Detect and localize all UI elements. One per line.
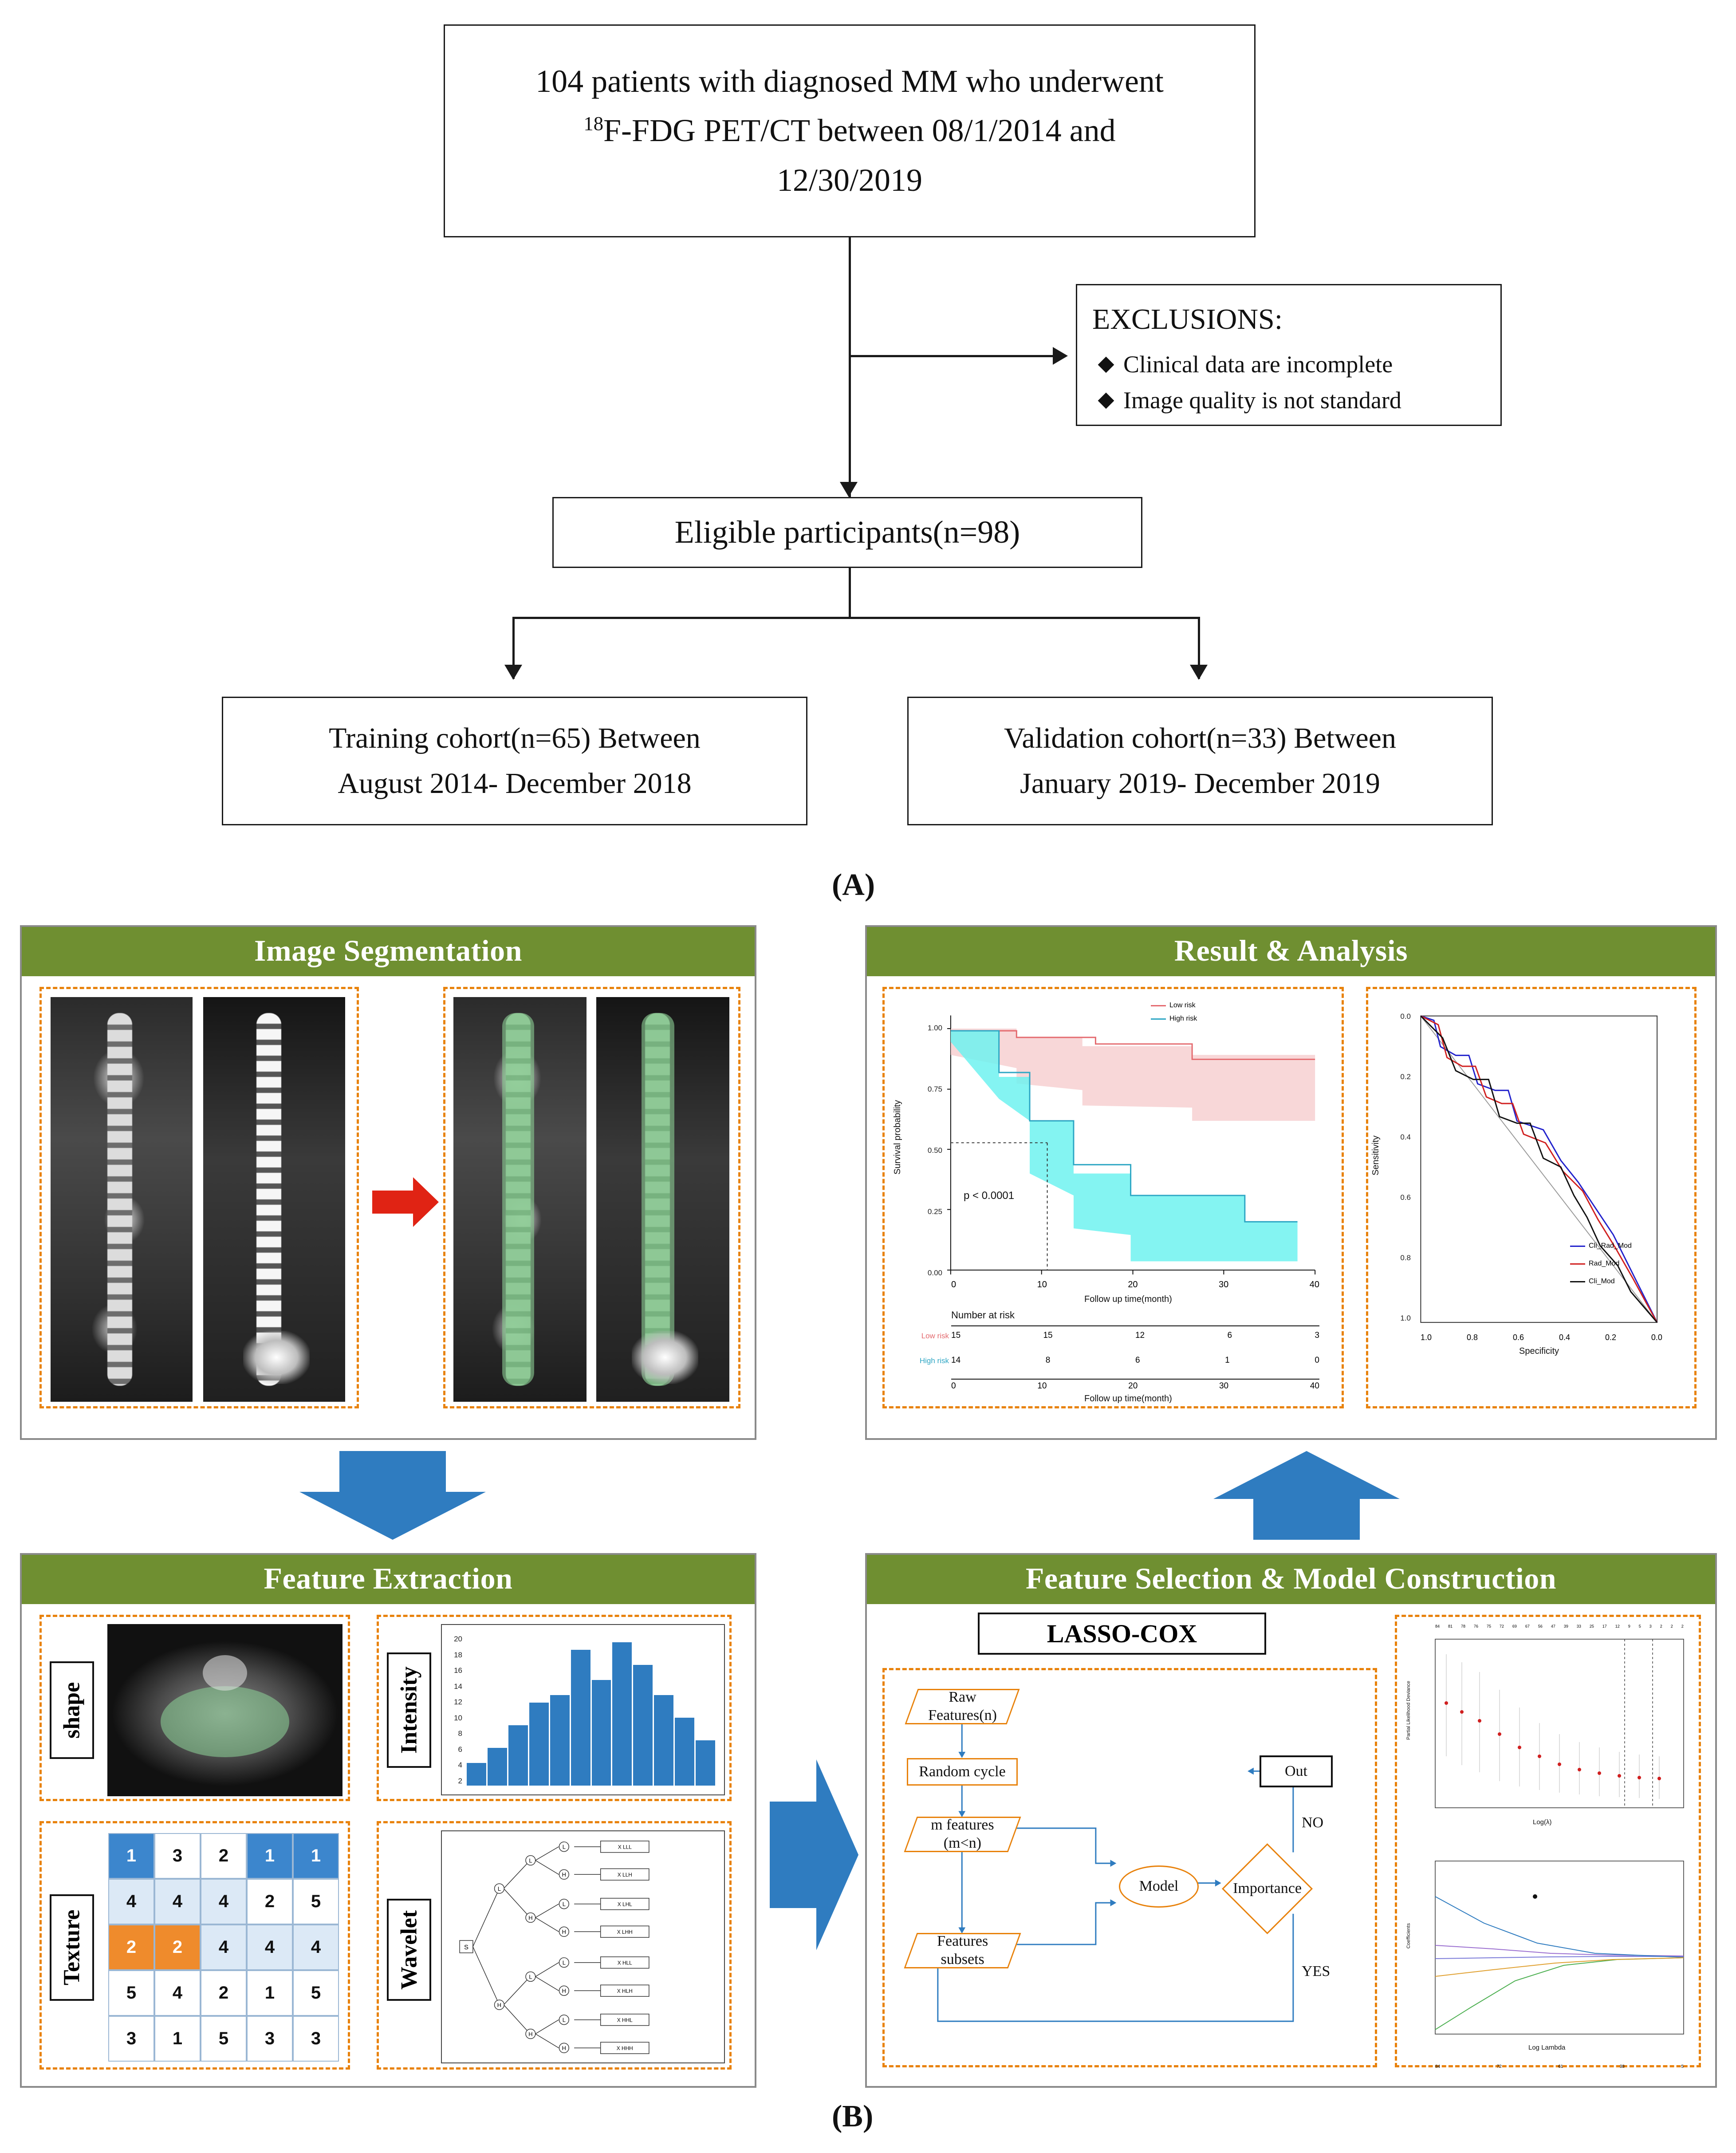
texture-cell: 1 xyxy=(154,2016,201,2062)
roc-plot-container xyxy=(1366,987,1697,1408)
cv-count: 12 xyxy=(1615,1624,1620,1629)
arrowhead-to-eligible xyxy=(840,482,858,497)
texture-cell: 3 xyxy=(293,2016,339,2062)
coef-count: 5 xyxy=(1681,2064,1684,2069)
svg-text:H: H xyxy=(528,2031,533,2038)
green-roi-overlay xyxy=(502,1013,534,1385)
risk-row-low xyxy=(951,1331,1319,1341)
svg-text:H: H xyxy=(497,2001,502,2008)
risk-table xyxy=(919,1325,1319,1380)
connector-split-horizontal xyxy=(512,617,1200,619)
risk-x-tick: 0 xyxy=(951,1381,956,1391)
texture-cell: 4 xyxy=(154,1879,201,1924)
svg-text:X LHH: X LHH xyxy=(617,1929,633,1936)
panel-b-label: (B) xyxy=(832,2099,874,2133)
red-process-arrow-icon xyxy=(372,1175,439,1229)
wavelet-label: Wavelet xyxy=(387,1899,431,2001)
validation-line1: Validation cohort(n=33) Between xyxy=(1004,722,1396,754)
flow-box-validation-cohort xyxy=(907,697,1493,825)
risk-x-tick: 20 xyxy=(1128,1381,1138,1391)
hist-y-tick: 20 xyxy=(454,1635,462,1643)
texture-cell: 4 xyxy=(201,1924,247,1970)
svg-text:L: L xyxy=(562,2016,566,2023)
hist-bar-group xyxy=(467,1635,715,1786)
panel-a-flowchart xyxy=(0,0,1736,914)
ct-segmented-image xyxy=(453,997,587,1402)
node-raw-features-label: Raw Features(n) xyxy=(928,1689,997,1723)
texture-cell: 1 xyxy=(247,1970,293,2016)
intensity-feature-block xyxy=(377,1615,732,1801)
coef-x-axis-label: Log Lambda xyxy=(1528,2044,1566,2051)
texture-cell: 2 xyxy=(201,1833,247,1879)
cv-count: 2 xyxy=(1670,1624,1673,1629)
blue-arrow-right-icon xyxy=(770,1759,858,1950)
exclusion-item xyxy=(1100,382,1401,418)
cv-count: 72 xyxy=(1499,1624,1504,1629)
roc-y-tick: 0.6 xyxy=(1400,1193,1411,1202)
shape-label: shape xyxy=(50,1661,94,1759)
hist-bar xyxy=(488,1748,507,1786)
legend-swatch-icon xyxy=(1570,1246,1585,1247)
svg-text:H: H xyxy=(562,1871,566,1878)
km-x-axis-label: Follow up time(month) xyxy=(1084,1294,1172,1304)
roc-y-tick: 1.0 xyxy=(1400,1314,1411,1322)
svg-text:S: S xyxy=(464,1944,468,1951)
hist-bar xyxy=(612,1642,632,1786)
km-p-value: p < 0.0001 xyxy=(964,1190,1015,1202)
cv-count: 84 xyxy=(1435,1624,1440,1629)
roc-x-tick: 0.8 xyxy=(1466,1333,1478,1342)
green-roi-overlay xyxy=(642,1013,674,1385)
texture-cell: 4 xyxy=(108,1879,154,1924)
texture-cell: 1 xyxy=(293,1833,339,1879)
node-model xyxy=(1119,1865,1199,1908)
hist-y-tick: 8 xyxy=(458,1729,462,1738)
segmentation-title: Image Segmentation xyxy=(22,927,755,976)
coef-count: 72 xyxy=(1496,2064,1502,2069)
km-y-tick-labels xyxy=(914,1024,942,1278)
segmentation-output-images xyxy=(443,987,740,1408)
texture-matrix xyxy=(108,1833,339,2062)
hist-y-tick: 12 xyxy=(454,1698,462,1707)
texture-cell: 4 xyxy=(154,1970,201,2016)
roc-legend-label: Cli_Mod xyxy=(1589,1278,1615,1285)
risk-cell: 6 xyxy=(1135,1356,1140,1365)
roc-y-tick: 0.8 xyxy=(1400,1254,1411,1262)
texture-cell: 3 xyxy=(247,2016,293,2062)
cv-count: 81 xyxy=(1448,1624,1453,1629)
pelvis-roi-overlay xyxy=(161,1686,289,1757)
blue-arrow-up-icon xyxy=(1213,1451,1400,1540)
risk-cell: 15 xyxy=(1043,1331,1053,1340)
training-line2: August 2014- December 2018 xyxy=(338,767,692,800)
texture-cell: 4 xyxy=(247,1924,293,1970)
svg-text:L: L xyxy=(562,1901,566,1908)
panel-a-label: (A) xyxy=(832,868,875,902)
svg-text:X HHL: X HHL xyxy=(617,2017,633,2023)
km-legend-label: Low risk xyxy=(1169,1002,1196,1009)
roc-y-tick: 0.0 xyxy=(1400,1012,1411,1021)
svg-text:H: H xyxy=(562,1987,566,1995)
node-model-label: Model xyxy=(1139,1878,1179,1895)
cv-count: 69 xyxy=(1512,1624,1517,1629)
svg-text:X LLH: X LLH xyxy=(617,1872,632,1878)
hist-bar xyxy=(696,1740,715,1786)
intensity-label: Intensity xyxy=(387,1652,431,1768)
connector-eligible-down xyxy=(849,568,851,617)
lasso-flow-connectors xyxy=(885,1670,1375,2065)
roc-y-axis-label: Sensitivity xyxy=(1371,1136,1381,1176)
risk-cell: 14 xyxy=(951,1356,961,1365)
km-y-tick: 0.00 xyxy=(927,1269,942,1277)
texture-cell: 2 xyxy=(108,1924,154,1970)
total-patients-line3: 12/30/2019 xyxy=(776,162,922,198)
flow-box-exclusions xyxy=(1076,284,1502,426)
roc-legend-label: Rad_Mod xyxy=(1589,1260,1620,1267)
exclusion-item-label: Clinical data are incomplete xyxy=(1123,351,1393,378)
texture-cell: 5 xyxy=(293,1970,339,2016)
risk-x-tick: 10 xyxy=(1037,1381,1047,1391)
svg-text:H: H xyxy=(562,2045,566,2052)
hist-y-tick: 6 xyxy=(458,1745,462,1754)
node-out xyxy=(1260,1755,1333,1787)
km-x-tick: 20 xyxy=(1128,1280,1138,1289)
diamond-bullet-icon xyxy=(1098,392,1114,409)
lasso-coefficient-path-plot xyxy=(1404,1843,1696,2069)
lasso-flowchart-container xyxy=(882,1668,1377,2067)
hist-bar xyxy=(633,1665,653,1786)
panel-b-workflow xyxy=(20,925,1717,2088)
flow-box-training-cohort xyxy=(222,697,807,825)
connector-top-to-eligible xyxy=(849,237,851,497)
feature-selection-title: Feature Selection & Model Construction xyxy=(867,1555,1715,1604)
node-raw-features xyxy=(905,1689,1020,1724)
svg-text:L: L xyxy=(529,1973,532,1980)
texture-cell: 5 xyxy=(293,1879,339,1924)
risk-x-tick-labels xyxy=(951,1381,1319,1391)
texture-cell: 3 xyxy=(108,2016,154,2062)
cv-count: 17 xyxy=(1602,1624,1607,1629)
total-patients-line2 xyxy=(583,106,1115,156)
coef-y-axis-label: Coefficients xyxy=(1406,1923,1411,1949)
edge-label-no: NO xyxy=(1302,1814,1324,1831)
texture-cell: 1 xyxy=(108,1833,154,1879)
hist-bar xyxy=(508,1725,528,1786)
km-y-tick: 0.25 xyxy=(927,1207,942,1216)
risk-cell: 12 xyxy=(1135,1331,1145,1340)
hist-bar xyxy=(654,1695,673,1786)
quadrant-image-segmentation xyxy=(20,925,756,1440)
ct-axial-pelvis-image xyxy=(107,1624,342,1796)
hist-bar xyxy=(592,1680,611,1786)
hist-y-tick: 10 xyxy=(454,1713,462,1722)
wavelet-feature-block xyxy=(377,1821,732,2070)
quadrant-feature-extraction xyxy=(20,1553,756,2088)
node-random-cycle-label: Random cycle xyxy=(919,1763,1006,1780)
training-line1: Training cohort(n=65) Between xyxy=(329,722,701,754)
hist-y-tick-labels xyxy=(445,1635,462,1786)
risk-cell: 6 xyxy=(1227,1331,1232,1340)
cv-top-axis-counts xyxy=(1435,1624,1684,1629)
km-legend-high-risk xyxy=(1151,1015,1197,1023)
intensity-histogram xyxy=(441,1624,725,1795)
risk-row-label-high: High risk xyxy=(919,1356,949,1365)
pet-hot-spot xyxy=(243,1331,310,1384)
roc-x-tick: 0.4 xyxy=(1559,1333,1570,1342)
cv-count: 33 xyxy=(1576,1624,1581,1629)
pet-sagittal-raw-image xyxy=(203,997,345,1402)
risk-cell: 15 xyxy=(951,1331,961,1340)
cv-count: 9 xyxy=(1628,1624,1630,1629)
connector-to-exclusions xyxy=(849,355,1053,357)
hist-bar xyxy=(675,1718,694,1786)
arrowhead-to-exclusions xyxy=(1053,347,1068,365)
ct-sagittal-raw-image xyxy=(51,997,193,1402)
flow-box-eligible xyxy=(552,497,1142,568)
pet-segmented-image xyxy=(596,997,729,1402)
texture-cell: 2 xyxy=(247,1879,293,1924)
km-y-tick: 0.75 xyxy=(927,1085,942,1093)
cv-count: 67 xyxy=(1525,1624,1530,1629)
segmentation-input-images xyxy=(39,987,359,1408)
cv-count: 47 xyxy=(1551,1624,1555,1629)
roc-x-tick: 0.6 xyxy=(1512,1333,1524,1342)
exclusions-list xyxy=(1092,347,1401,418)
spine-uptake xyxy=(256,1013,281,1385)
cv-count: 2 xyxy=(1681,1624,1684,1629)
feature-extraction-title: Feature Extraction xyxy=(22,1555,755,1604)
hist-y-tick: 2 xyxy=(458,1776,462,1785)
roc-y-tick-labels xyxy=(1385,1012,1411,1323)
roc-legend-label: Cli_Rad_Mod xyxy=(1589,1242,1632,1250)
roc-legend-item xyxy=(1570,1242,1632,1250)
roc-x-tick: 0.2 xyxy=(1605,1333,1616,1342)
risk-x-axis-label: Follow up time(month) xyxy=(1084,1394,1172,1404)
cv-x-axis-label: Log(λ) xyxy=(1533,1818,1552,1826)
km-x-tick: 40 xyxy=(1309,1280,1319,1289)
risk-cell: 1 xyxy=(1225,1356,1230,1365)
total-patients-line1: 104 patients with diagnosed MM who underwent xyxy=(535,63,1164,99)
isotope-superscript: 18 xyxy=(583,112,603,135)
legend-swatch-icon xyxy=(1151,1018,1166,1020)
spine-structure xyxy=(107,1013,132,1385)
texture-cell: 4 xyxy=(201,1879,247,1924)
cv-count: 39 xyxy=(1563,1624,1568,1629)
svg-text:L: L xyxy=(529,1857,532,1864)
risk-cell: 0 xyxy=(1315,1356,1319,1365)
hist-bar xyxy=(467,1763,486,1786)
texture-cell: 5 xyxy=(201,2016,247,2062)
texture-cell: 2 xyxy=(201,1970,247,2016)
arrowhead-to-validation xyxy=(1190,665,1208,680)
exclusions-header: EXCLUSIONS: xyxy=(1092,303,1283,335)
hist-bar xyxy=(529,1703,549,1786)
legend-swatch-icon xyxy=(1570,1281,1585,1282)
flow-box-total-patients xyxy=(444,24,1256,237)
hist-y-tick: 16 xyxy=(454,1666,462,1675)
cv-count: 2 xyxy=(1660,1624,1662,1629)
km-y-tick: 1.00 xyxy=(927,1024,942,1032)
roc-legend-item xyxy=(1570,1278,1615,1285)
hist-bar xyxy=(571,1650,590,1786)
validation-line2: January 2019- December 2019 xyxy=(1020,767,1380,800)
roc-x-tick-labels xyxy=(1421,1333,1662,1342)
cv-y-axis-label: Partial Likelihood Deviance xyxy=(1406,1681,1411,1740)
quadrant-result-analysis xyxy=(865,925,1717,1440)
pet-hot-spot xyxy=(632,1331,698,1384)
hist-bar xyxy=(550,1695,570,1786)
texture-feature-block xyxy=(39,1821,350,2070)
eligible-label: Eligible participants(n=98) xyxy=(674,514,1020,550)
roc-y-tick: 0.4 xyxy=(1400,1133,1411,1141)
node-m-features-label: m features (m<n) xyxy=(931,1817,994,1851)
bone-structure xyxy=(203,1655,247,1691)
wavelet-decomposition-tree xyxy=(441,1830,725,2063)
svg-text:X LLL: X LLL xyxy=(618,1844,632,1850)
node-out-label: Out xyxy=(1285,1763,1307,1779)
coef-path-svg xyxy=(1404,1843,1696,2061)
cv-count: 3 xyxy=(1649,1624,1652,1629)
svg-text:L: L xyxy=(562,1959,566,1966)
coef-top-counts xyxy=(1435,2064,1684,2069)
risk-x-tick: 30 xyxy=(1219,1381,1229,1391)
svg-text:X HLL: X HLL xyxy=(617,1960,632,1966)
risk-table-title: Number at risk xyxy=(951,1309,1015,1321)
cv-count: 56 xyxy=(1538,1624,1543,1629)
diamond-bullet-icon xyxy=(1098,356,1114,373)
risk-row-high xyxy=(951,1356,1319,1365)
svg-text:L: L xyxy=(562,1843,566,1850)
legend-swatch-icon xyxy=(1151,1005,1166,1006)
shape-feature-block xyxy=(39,1615,350,1801)
cv-count: 78 xyxy=(1460,1624,1465,1629)
node-features-subsets xyxy=(904,1933,1021,1968)
quadrant-feature-selection xyxy=(865,1553,1717,2088)
risk-cell: 3 xyxy=(1315,1331,1319,1340)
node-random-cycle xyxy=(907,1758,1018,1786)
node-features-subsets-label: Features subsets xyxy=(937,1933,988,1968)
svg-text:H: H xyxy=(528,1914,533,1921)
roc-x-tick: 0.0 xyxy=(1651,1333,1662,1342)
texture-cell: 2 xyxy=(154,1924,201,1970)
risk-cell: 8 xyxy=(1045,1356,1051,1365)
roc-plot-svg xyxy=(1368,989,1694,1406)
km-survival-plot-container xyxy=(882,987,1344,1408)
texture-label: Texture xyxy=(50,1894,94,2001)
km-x-tick: 0 xyxy=(951,1280,957,1289)
hist-y-tick: 18 xyxy=(454,1650,462,1659)
roc-x-tick: 1.0 xyxy=(1421,1333,1432,1342)
edge-label-yes: YES xyxy=(1302,1963,1331,1979)
roc-legend-item xyxy=(1570,1260,1619,1268)
lasso-cox-title: LASSO-COX xyxy=(978,1613,1266,1655)
result-title: Result & Analysis xyxy=(867,927,1715,976)
svg-text:L: L xyxy=(497,1885,501,1892)
hist-y-tick: 14 xyxy=(454,1682,462,1691)
km-legend-label: High risk xyxy=(1169,1015,1197,1022)
roc-y-tick: 0.2 xyxy=(1400,1073,1411,1081)
exclusion-item-label: Image quality is not standard xyxy=(1123,387,1401,414)
risk-row-label-low: Low risk xyxy=(921,1332,949,1340)
node-importance-label: Importance xyxy=(1233,1880,1302,1897)
risk-x-tick: 40 xyxy=(1310,1381,1319,1391)
texture-cell: 4 xyxy=(293,1924,339,1970)
texture-cell: 1 xyxy=(247,1833,293,1879)
km-x-tick: 30 xyxy=(1219,1280,1229,1289)
hist-y-tick: 4 xyxy=(458,1761,462,1770)
km-x-tick-labels xyxy=(951,1280,1319,1290)
cv-count: 25 xyxy=(1589,1624,1594,1629)
coef-count: 38 xyxy=(1619,2064,1625,2069)
node-m-features xyxy=(904,1817,1021,1852)
legend-swatch-icon xyxy=(1570,1263,1585,1265)
km-legend-low-risk xyxy=(1151,1002,1196,1009)
cv-count: 76 xyxy=(1473,1624,1478,1629)
coef-count: 84 xyxy=(1435,2064,1441,2069)
svg-text:X LHL: X LHL xyxy=(617,1901,632,1908)
km-y-axis-label: Survival probability xyxy=(893,1100,902,1175)
svg-text:H: H xyxy=(562,1928,566,1936)
arrowhead-to-training xyxy=(504,665,522,680)
cv-deviance-svg xyxy=(1404,1623,1696,1836)
coef-count: 61 xyxy=(1558,2064,1563,2069)
roc-x-axis-label: Specificity xyxy=(1519,1346,1559,1356)
exclusion-item xyxy=(1100,347,1401,382)
wavelet-tree-svg xyxy=(442,1831,724,2062)
svg-text:X HLH: X HLH xyxy=(617,1988,633,1995)
svg-text:X HHH: X HHH xyxy=(616,2045,633,2052)
lasso-cv-deviance-plot xyxy=(1404,1623,1696,1836)
cv-count: 5 xyxy=(1638,1624,1641,1629)
texture-cell: 5 xyxy=(108,1970,154,2016)
blue-arrow-down-icon xyxy=(299,1451,486,1540)
texture-cell: 3 xyxy=(154,1833,201,1879)
km-y-tick: 0.50 xyxy=(927,1146,942,1155)
total-patients-line2-text: F-FDG PET/CT between 08/1/2014 and xyxy=(603,113,1116,149)
km-x-tick: 10 xyxy=(1037,1280,1047,1289)
lasso-plots-container xyxy=(1395,1615,1701,2067)
cv-count: 75 xyxy=(1486,1624,1491,1629)
